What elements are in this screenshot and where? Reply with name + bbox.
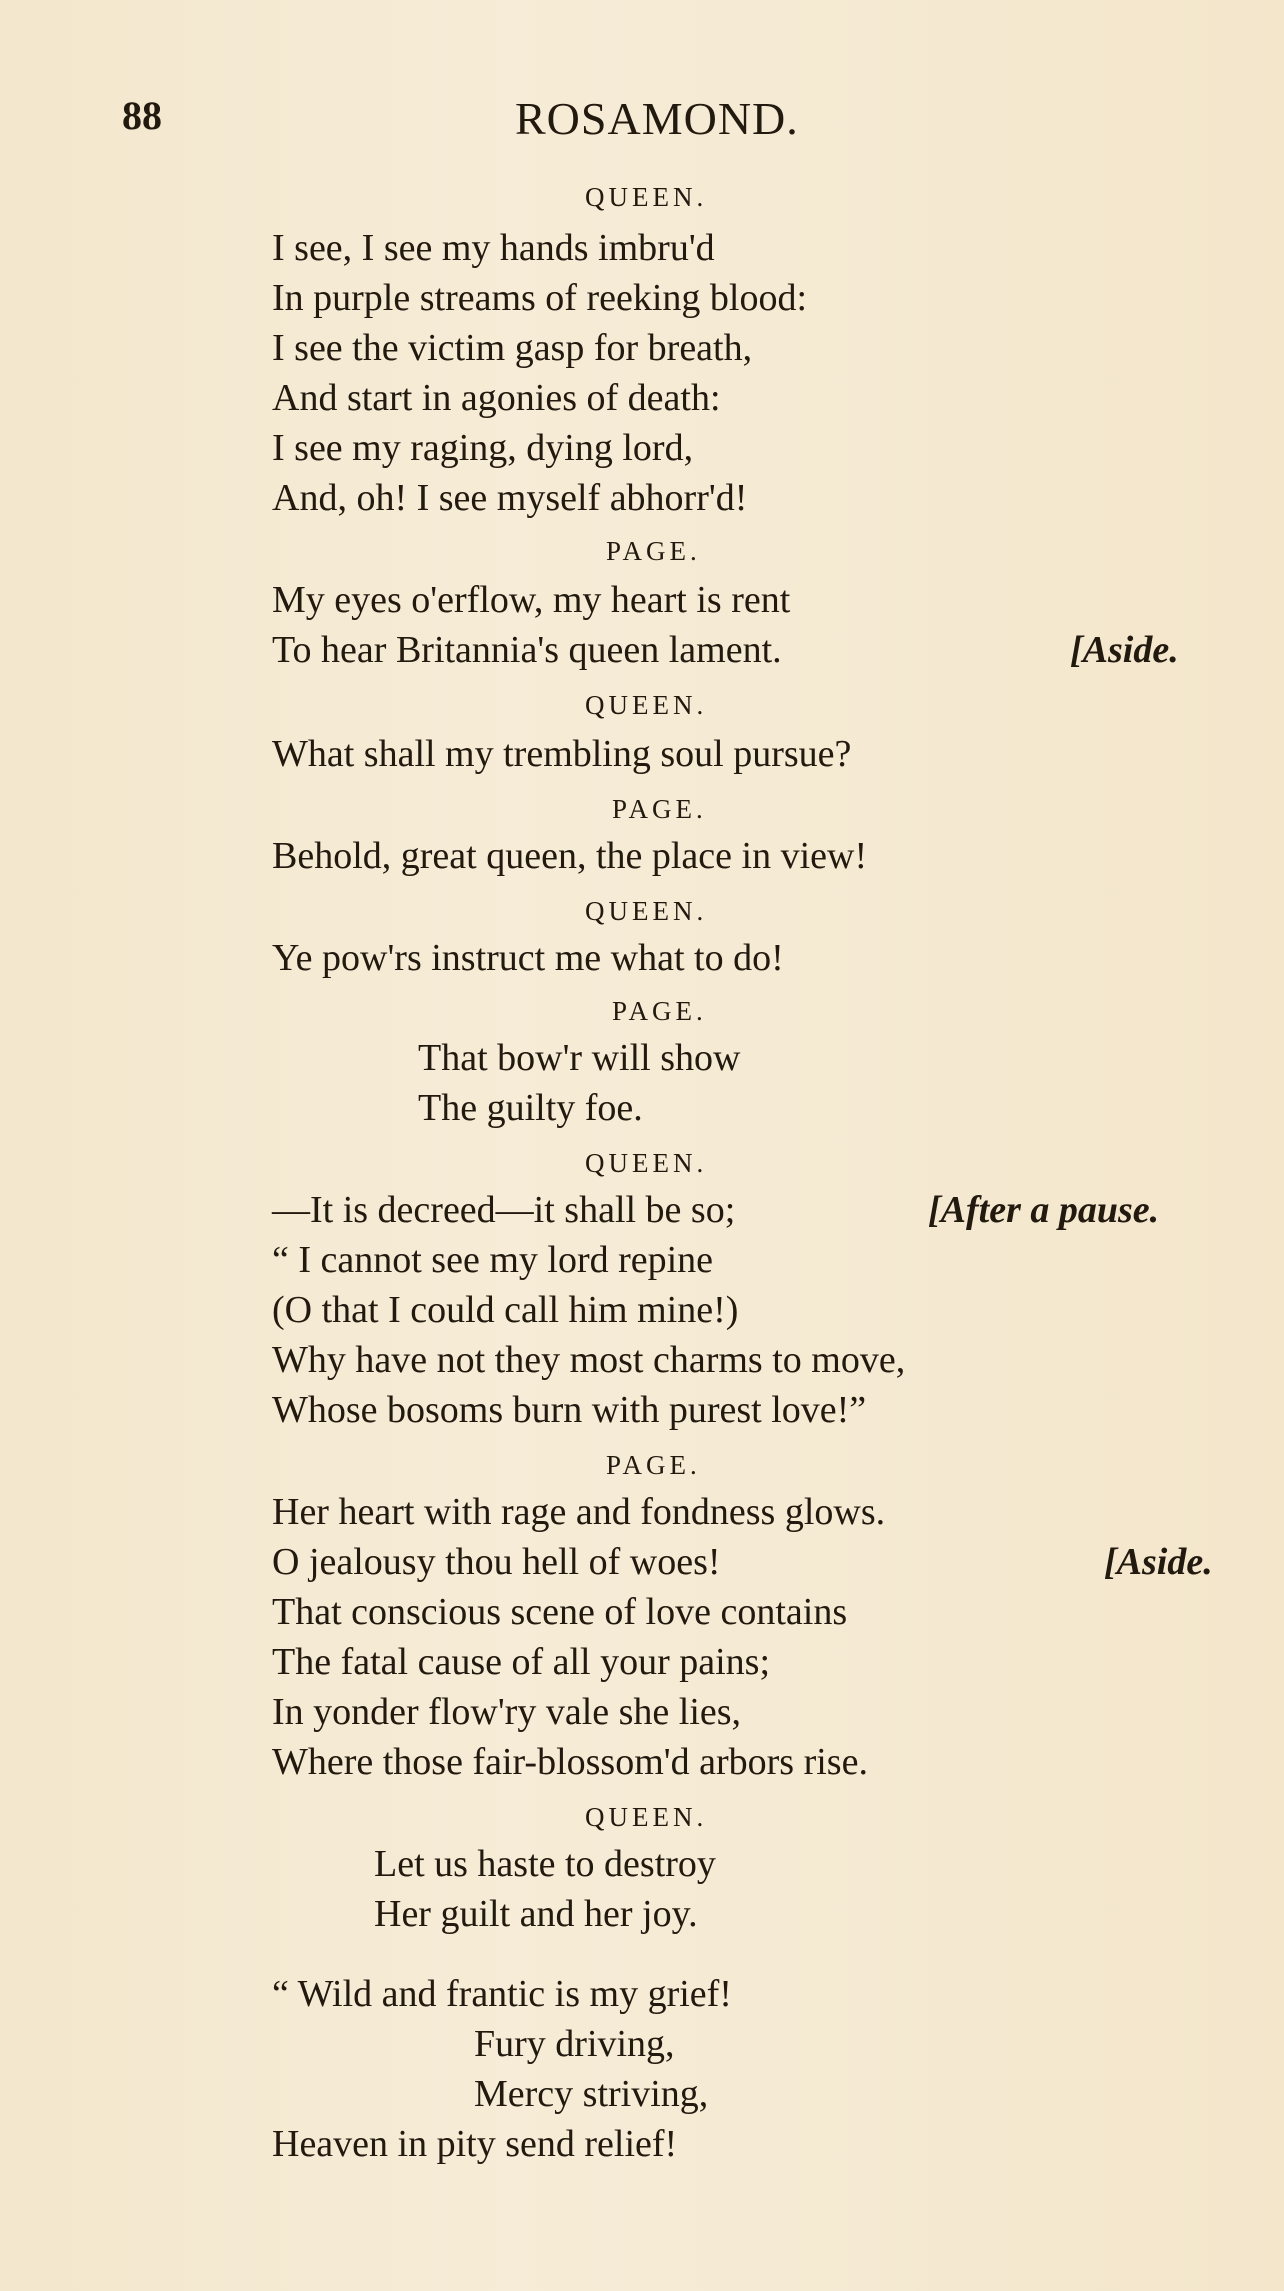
- verse-line: Ye pow'rs instruct me what to do!: [272, 937, 784, 979]
- verse-line: —It is decreed—it shall be so;: [272, 1189, 736, 1231]
- stage-direction: [Aside.: [1104, 1541, 1213, 1583]
- speaker-page: PAGE.: [612, 794, 707, 824]
- speaker-queen: QUEEN.: [585, 1148, 708, 1178]
- verse-line: Her guilt and her joy.: [374, 1893, 698, 1935]
- verse-line: To hear Britannia's queen lament.: [272, 629, 782, 671]
- verse-line: In purple streams of reeking blood:: [272, 277, 808, 319]
- verse-line: That conscious scene of love contains: [272, 1591, 848, 1633]
- speaker-page: PAGE.: [606, 1450, 701, 1480]
- verse-line: O jealousy thou hell of woes!: [272, 1541, 721, 1583]
- verse-line: Fury driving,: [474, 2023, 675, 2065]
- verse-line: And start in agonies of death:: [272, 377, 721, 419]
- verse-line: What shall my trembling soul pursue?: [272, 733, 852, 775]
- speaker-queen: QUEEN.: [585, 896, 708, 926]
- speaker-page: PAGE.: [612, 996, 707, 1026]
- verse-line: Where those fair-blossom'd arbors rise.: [272, 1741, 868, 1783]
- verse-line: In yonder flow'ry vale she lies,: [272, 1691, 742, 1733]
- verse-line: Let us haste to destroy: [374, 1843, 716, 1885]
- verse-line: “ I cannot see my lord repine: [272, 1239, 714, 1281]
- speaker-queen: QUEEN.: [585, 690, 708, 720]
- stage-direction: [After a pause.: [928, 1189, 1160, 1231]
- verse-line: My eyes o'erflow, my heart is rent: [272, 579, 791, 621]
- page-header: [0, 92, 1284, 162]
- verse-line: Why have not they most charms to move,: [272, 1339, 906, 1381]
- verse-line: I see, I see my hands imbru'd: [272, 227, 715, 269]
- stage-direction: [Aside.: [1070, 629, 1179, 671]
- verse-line: Behold, great queen, the place in view!: [272, 835, 868, 877]
- verse-line: Heaven in pity send relief!: [272, 2123, 678, 2165]
- verse-line: I see my raging, dying lord,: [272, 427, 694, 469]
- verse-line: “ Wild and frantic is my grief!: [272, 1973, 732, 2015]
- running-title: ROSAMOND.: [515, 93, 799, 144]
- verse-line: I see the victim gasp for breath,: [272, 327, 753, 369]
- verse-line: (O that I could call him mine!): [272, 1289, 739, 1331]
- verse-line: Whose bosoms burn with purest love!”: [272, 1389, 867, 1431]
- page-number: 88: [122, 93, 162, 138]
- verse-line: That bow'r will show: [418, 1037, 741, 1079]
- verse-line: And, oh! I see myself abhorr'd!: [272, 477, 748, 519]
- speaker-page: PAGE.: [606, 536, 701, 566]
- verse-line: Mercy striving,: [474, 2073, 709, 2115]
- speaker-queen: QUEEN.: [585, 1802, 708, 1832]
- verse-line: Her heart with rage and fondness glows.: [272, 1491, 886, 1533]
- verse-line: The guilty foe.: [418, 1087, 643, 1129]
- verse-line: The fatal cause of all your pains;: [272, 1641, 771, 1683]
- speaker-queen: QUEEN.: [585, 182, 708, 212]
